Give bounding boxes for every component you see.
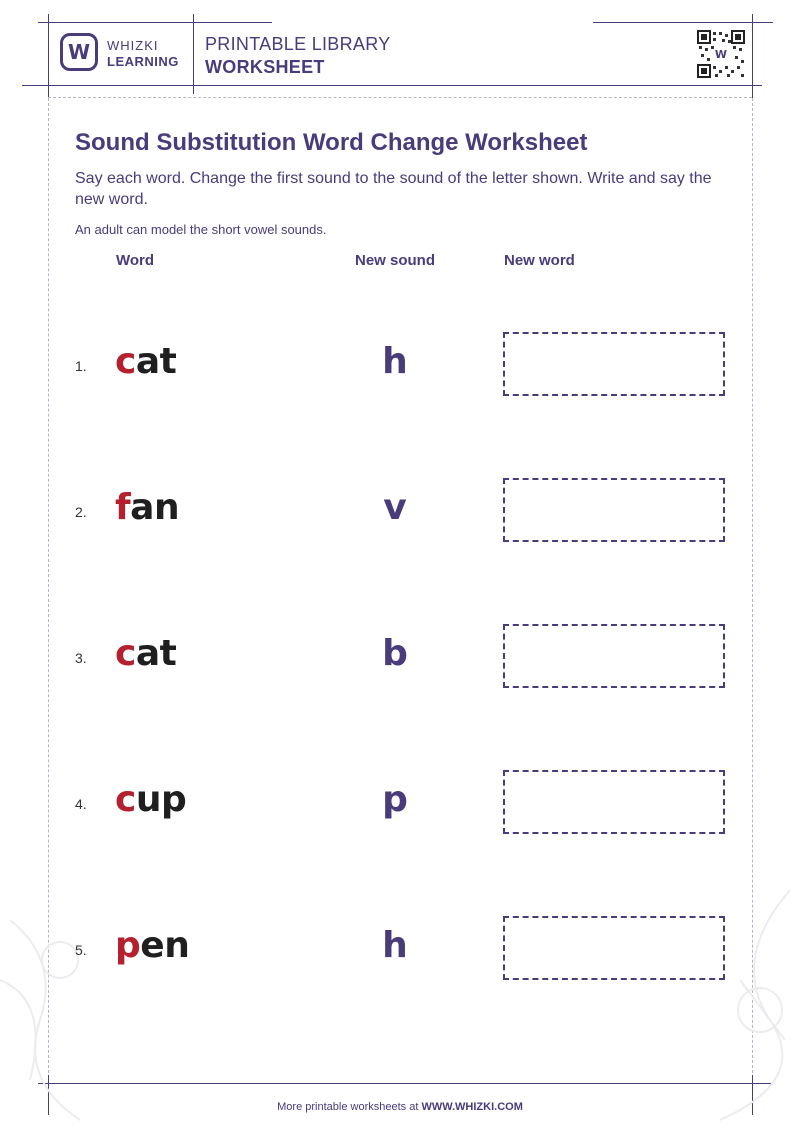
first-letter: f xyxy=(115,487,131,528)
header-top-line-left xyxy=(38,22,272,23)
footer xyxy=(0,1101,800,1113)
header-left-rule xyxy=(48,14,49,98)
word-rest: an xyxy=(130,487,180,528)
frame-top-dashed xyxy=(48,97,752,98)
source-word xyxy=(115,925,189,966)
word-rest: en xyxy=(140,925,190,966)
worksheet-title: Sound Substitution Word Change Worksheet xyxy=(75,129,588,156)
new-sound-letter: b xyxy=(382,633,408,674)
column-header-new-sound: New sound xyxy=(355,252,436,269)
footer-top-line xyxy=(38,1083,773,1084)
header-divider xyxy=(193,14,194,94)
answer-box[interactable] xyxy=(503,770,725,834)
word-rest: up xyxy=(135,779,187,820)
worksheet-instructions: Say each word. Change the first sound to the sound of the letter shown. Write and say the new word. xyxy=(75,170,712,208)
worksheet-label: WORKSHEET xyxy=(205,57,325,77)
row-number: 5. xyxy=(75,942,87,958)
new-sound-letter: h xyxy=(382,925,408,966)
brand-name: WHIZKI xyxy=(107,38,159,53)
first-letter: c xyxy=(115,341,136,382)
new-sound-letter: v xyxy=(383,487,407,528)
row-number: 3. xyxy=(75,650,87,666)
adult-note: An adult can model the short vowel sounds. xyxy=(75,222,327,237)
source-word xyxy=(115,341,176,382)
header-right-rule xyxy=(752,14,753,98)
decorative-sketch-icon xyxy=(0,900,120,1132)
answer-box[interactable] xyxy=(503,478,725,542)
row-number: 1. xyxy=(75,358,87,374)
qr-code-icon xyxy=(697,30,745,78)
word-rest: at xyxy=(135,341,177,382)
row-number: 2. xyxy=(75,504,87,520)
qr-center-label: W xyxy=(714,48,728,61)
first-letter: p xyxy=(115,925,141,966)
source-word xyxy=(115,779,186,820)
whizki-logo-icon: W xyxy=(60,33,98,71)
new-sound-letter: h xyxy=(382,341,408,382)
header-top-line-right xyxy=(593,22,773,23)
row-number: 4. xyxy=(75,796,87,812)
answer-box[interactable] xyxy=(503,332,725,396)
answer-box[interactable] xyxy=(503,916,725,980)
header-bottom-line xyxy=(22,85,762,86)
source-word xyxy=(115,633,176,674)
first-letter: c xyxy=(115,633,136,674)
first-letter: c xyxy=(115,779,136,820)
brand-subtitle: LEARNING xyxy=(107,54,179,69)
column-header-new-word: New word xyxy=(504,252,575,269)
footer-link[interactable]: WWW.WHIZKI.COM xyxy=(421,1101,523,1113)
footer-text: More printable worksheets at xyxy=(277,1101,419,1113)
word-rest: at xyxy=(135,633,177,674)
library-label: PRINTABLE LIBRARY xyxy=(205,34,391,54)
column-header-word: Word xyxy=(116,252,155,269)
new-sound-letter: p xyxy=(382,779,408,820)
source-word xyxy=(115,487,179,528)
answer-box[interactable] xyxy=(503,624,725,688)
